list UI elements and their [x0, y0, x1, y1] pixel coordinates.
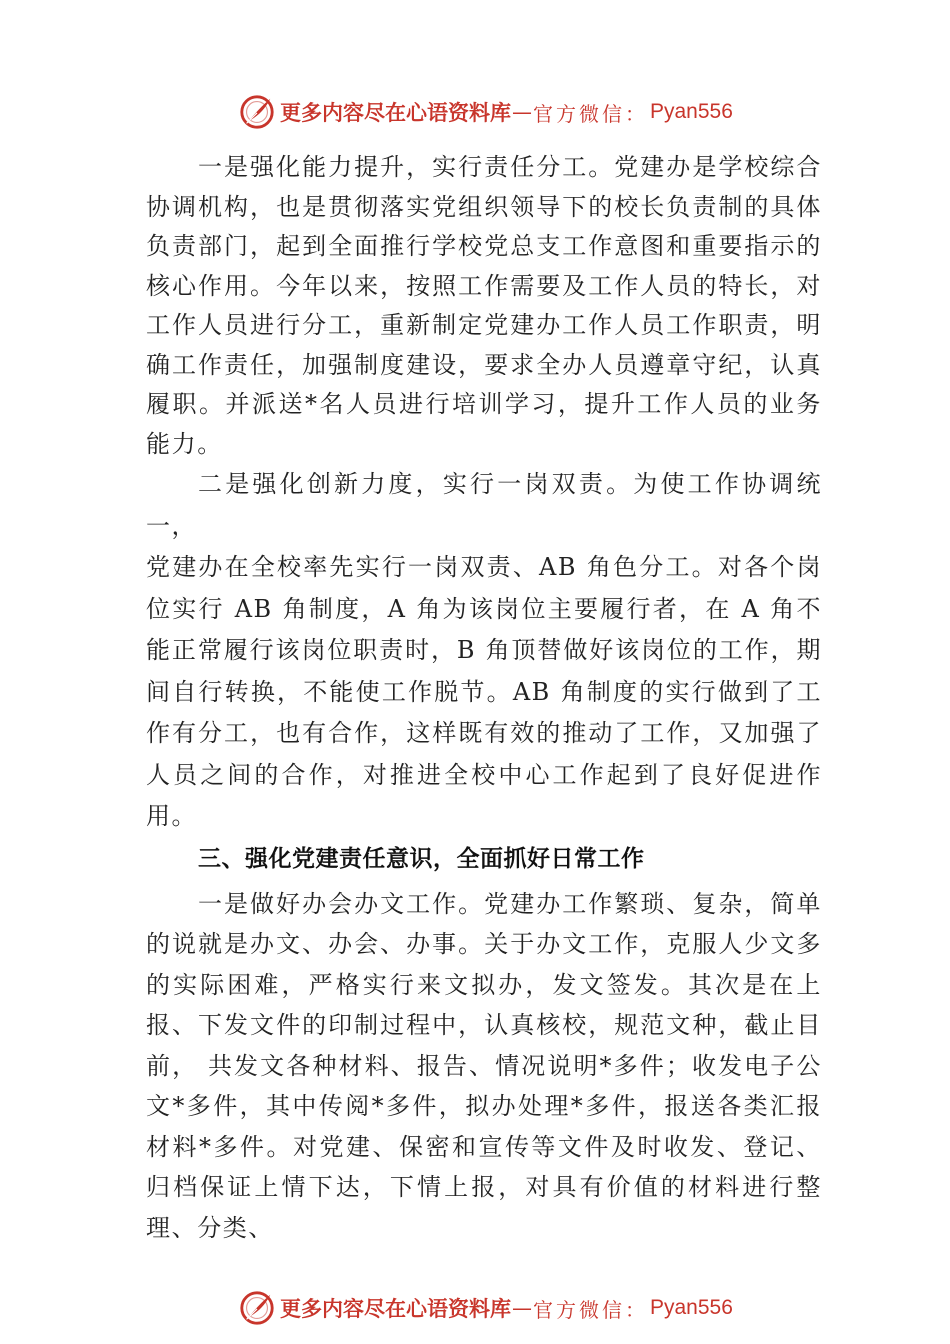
watermark-banner-bottom — [238, 1288, 733, 1328]
paragraph-innovation-first-line: 二是强化创新力度，实行一岗双责。为使工作协调统一， — [146, 470, 822, 540]
feather-pen-circle-icon — [238, 93, 276, 131]
document-body — [146, 148, 822, 1248]
section-heading-3: 三、强化党建责任意识，全面抓好日常工作 — [198, 845, 645, 872]
watermark-wechat-id: Pyan556 — [650, 1296, 733, 1319]
watermark-wechat-label: 官方微信： — [533, 101, 648, 126]
paragraph-meetings-documents: 一是做好办会办文工作。党建办工作繁琐、复杂，简单的说就是办文、办会、办事。关于办文工作，克服人少文多的实际困难，严格实行来文拟办，发文签发。其次是在上报、下发文件的印制过程中，认真核校，规范文种，截止目前， 共发文各种材料、报告、情况说明*多件；收发电子公文*多件，其中传阅*多件，拟办处理*多件，报送各类汇报材料*多件。对党建、保密和宣传等文件及时收发、登记、归档保证上情下达，下情上报，对具有价值的材料进行整理、分类、 — [146, 889, 822, 1242]
watermark-separator: — — [512, 100, 532, 124]
paragraph-capability: 一是强化能力提升，实行责任分工。党建办是学校综合协调机构，也是贯彻落实党组织领导下的校长负责制的具体负责部门，起到全面推行学校党总支工作意图和重要指示的核心作用。今年以来，按照工作需要及工作人员的特长，对工作人员进行分工，重新制定党建办工作人员工作职责，明确工作责任，加强制度建设，要求全办人员遵章守纪，认真履职。并派送*名人员进行培训学习，提升工作人员的业务能力。 — [146, 153, 822, 458]
watermark-banner-top — [238, 92, 733, 132]
feather-pen-circle-icon — [238, 1289, 276, 1327]
watermark-wechat-label: 官方微信： — [533, 1297, 648, 1322]
watermark-wechat-id: Pyan556 — [650, 100, 733, 123]
watermark-brand: 更多内容尽在心语资料库 — [280, 100, 511, 125]
paragraph-innovation — [146, 464, 822, 838]
watermark-separator: — — [512, 1296, 532, 1320]
paragraph-innovation-rest: 党建办在全校率先实行一岗双责、AB 角色分工。对各个岗位实行 AB 角制度，A 角为该岗位主要履行者，在 A 角不能正常履行该岗位职责时，B 角顶替做好该岗位的工作，期间自行转换，不能使工作脱节。AB 角制度的实行做到了工作有分工，也有合作，这样既有效的推动了工作，又加强了人员之间的合作，对推进全校中心工作起到了良好促进作用。 — [146, 553, 822, 830]
watermark-brand: 更多内容尽在心语资料库 — [280, 1296, 511, 1321]
